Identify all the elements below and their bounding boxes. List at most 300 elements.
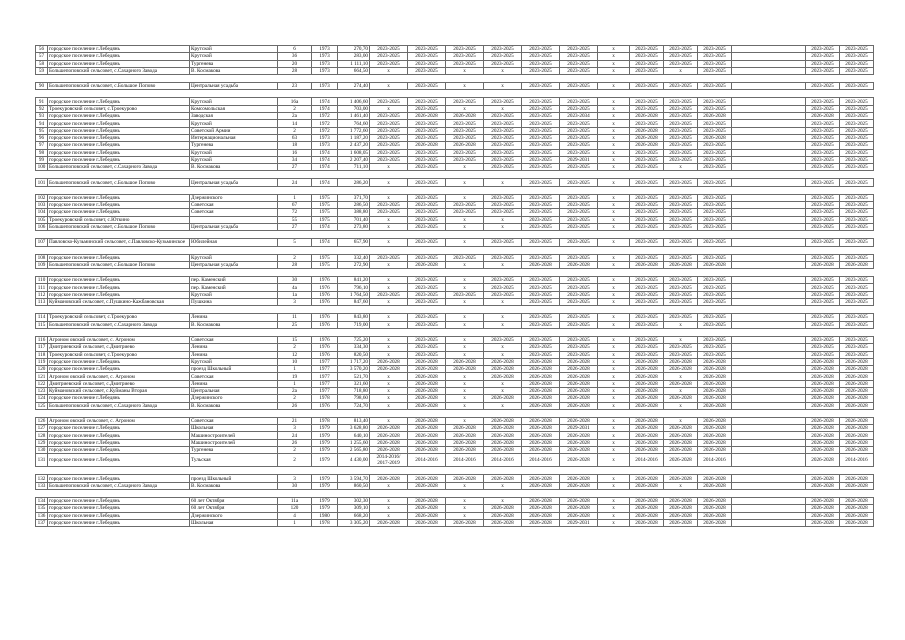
table-row (36, 53, 874, 60)
table-gap-row (36, 467, 874, 475)
cell-s14: 2026-2028 (840, 395, 874, 402)
cell-s13: 2023-2025 (806, 254, 840, 261)
cell-area: 286,20 (338, 179, 370, 186)
cell-s10: 2023-2025 (698, 194, 732, 201)
cell-area: 270,70 (338, 46, 370, 53)
cell-n: 128 (36, 432, 48, 439)
cell-settlement: городское поселение г.Лебедянь (48, 425, 190, 432)
cell-area: 272,90 (338, 261, 370, 268)
table-row (36, 505, 874, 512)
cell-s4: 2026-2028 (484, 505, 522, 512)
cell-house: 72 (278, 209, 312, 216)
table-row (36, 475, 874, 482)
cell-s3: x (446, 497, 484, 504)
cell-s3: x (446, 321, 484, 328)
cell-s1: 2026-2028 (370, 425, 408, 432)
cell-s6: 2026-2028 (560, 402, 598, 409)
cell-s1: 2023-2025 (370, 120, 408, 127)
cell-s2: 2026-2028 (408, 142, 446, 149)
cell-n: 117 (36, 344, 48, 351)
cell-s11 (732, 202, 766, 209)
cell-street: Крутской (190, 291, 278, 298)
cell-s5: 2026-2028 (522, 358, 560, 365)
cell-s12 (766, 67, 806, 74)
cell-area: 283,00 (338, 53, 370, 60)
cell-s12 (766, 120, 806, 127)
cell-street: Советская (190, 373, 278, 380)
cell-s1: 2026-2028 (370, 475, 408, 482)
cell-s5: 2023-2025 (522, 164, 560, 171)
cell-area: 764,60 (338, 120, 370, 127)
cell-n: 125 (36, 402, 48, 409)
table-row (36, 454, 874, 467)
cell-area: 274,40 (338, 83, 370, 90)
cell-s14: 2023-2025 (840, 194, 874, 201)
cell-n: 56 (36, 46, 48, 53)
cell-s3: x (446, 336, 484, 343)
cell-settlement: Дмитриевский сельсовет, с.Дмитриево (48, 380, 190, 387)
cell-s7: x (598, 60, 630, 67)
cell-s1: 2023-2025 (370, 127, 408, 134)
table-row (36, 395, 874, 402)
cell-year: 1978 (312, 519, 338, 526)
cell-street: Крутской (190, 254, 278, 261)
cell-house: 24 (278, 179, 312, 186)
cell-s8: 2026-2028 (630, 447, 664, 454)
cell-s5: 2026-2028 (522, 512, 560, 519)
table-row (36, 284, 874, 291)
cell-s7: x (598, 202, 630, 209)
cell-n: 99 (36, 156, 48, 163)
cell-s10: 2026-2028 (698, 366, 732, 373)
cell-settlement: городское поселение г.Лебедянь (48, 497, 190, 504)
cell-s14: 2023-2025 (840, 209, 874, 216)
cell-area: 3 305,20 (338, 519, 370, 526)
cell-s5: 2023-2025 (522, 336, 560, 343)
cell-s1: x (370, 83, 408, 90)
cell-s13: 2026-2028 (806, 261, 840, 268)
cell-s12 (766, 321, 806, 328)
cell-n: 127 (36, 425, 48, 432)
cell-s10: 2023-2025 (698, 179, 732, 186)
cell-house: 1 (278, 194, 312, 201)
cell-s5: 2023-2025 (522, 120, 560, 127)
cell-s2: 2026-2028 (408, 402, 446, 409)
cell-year: 1973 (312, 134, 338, 141)
cell-s7: x (598, 475, 630, 482)
cell-s4: 2023-2025 (484, 239, 522, 246)
cell-n: 92 (36, 105, 48, 112)
cell-s7: x (598, 447, 630, 454)
cell-s9: x (664, 417, 698, 424)
cell-s1: x (370, 512, 408, 519)
cell-s5: 2026-2028 (522, 482, 560, 489)
cell-street: Юбилейная (190, 239, 278, 246)
cell-year: 1979 (312, 454, 338, 467)
cell-s6: 2026-2028 (560, 395, 598, 402)
cell-s12 (766, 373, 806, 380)
cell-s12 (766, 254, 806, 261)
cell-s6: 2029-2031 (560, 425, 598, 432)
cell-s5: 2014-2016 (522, 454, 560, 467)
cell-s2: 2023-2025 (408, 83, 446, 90)
cell-s11 (732, 417, 766, 424)
cell-house: 1 (278, 366, 312, 373)
cell-s12 (766, 425, 806, 432)
cell-year: 1976 (312, 321, 338, 328)
cell-s4: 2026-2028 (484, 366, 522, 373)
cell-house: 26 (278, 402, 312, 409)
cell-s5: 2023-2025 (522, 344, 560, 351)
cell-street: Центральная усадьба (190, 179, 278, 186)
cell-s14: 2023-2025 (840, 149, 874, 156)
table-row (36, 202, 874, 209)
cell-n: 118 (36, 351, 48, 358)
cell-s9: 2023-2025 (664, 120, 698, 127)
cell-s11 (732, 512, 766, 519)
cell-s7: x (598, 351, 630, 358)
cell-house: 2 (278, 454, 312, 467)
cell-area: 309,10 (338, 505, 370, 512)
cell-s12 (766, 432, 806, 439)
cell-s14: 2026-2028 (840, 402, 874, 409)
cell-s10: 2023-2025 (698, 156, 732, 163)
table-row (36, 439, 874, 446)
cell-s6: 2023-2025 (560, 299, 598, 306)
cell-s7: x (598, 53, 630, 60)
cell-s12 (766, 336, 806, 343)
cell-settlement: Большепоповский сельсовет, с.Большое Попово (48, 83, 190, 90)
cell-s13: 2023-2025 (806, 105, 840, 112)
cell-settlement: городское поселение г.Лебедянь (48, 432, 190, 439)
table-gap-cell (36, 409, 874, 417)
cell-s9: 2023-2025 (664, 291, 698, 298)
cell-s5: 2026-2028 (522, 505, 560, 512)
cell-s13: 2023-2025 (806, 277, 840, 284)
cell-s11 (732, 299, 766, 306)
cell-n: 115 (36, 321, 48, 328)
cell-house: 120 (278, 505, 312, 512)
cell-s2: 2023-2025 (408, 46, 446, 53)
cell-street: Дзержинского (190, 194, 278, 201)
cell-street: В. Космакова (190, 321, 278, 328)
cell-s14: 2026-2028 (840, 425, 874, 432)
cell-house: 3 (278, 299, 312, 306)
cell-s7: x (598, 291, 630, 298)
cell-n: 112 (36, 291, 48, 298)
cell-s1: 2023-2025 (370, 98, 408, 105)
cell-s11 (732, 105, 766, 112)
cell-s11 (732, 149, 766, 156)
cell-n: 126 (36, 417, 48, 424)
cell-s14: 2026-2028 (840, 373, 874, 380)
cell-s12 (766, 447, 806, 454)
cell-s13: 2023-2025 (806, 344, 840, 351)
cell-s11 (732, 321, 766, 328)
cell-s14: 2026-2028 (840, 497, 874, 504)
cell-s13: 2023-2025 (806, 216, 840, 223)
cell-s2: 2023-2025 (408, 134, 446, 141)
cell-s10: 2023-2025 (698, 223, 732, 230)
cell-s4: 2026-2028 (484, 417, 522, 424)
cell-s11 (732, 475, 766, 482)
cell-s14: 2026-2028 (840, 475, 874, 482)
cell-house: 2 (278, 127, 312, 134)
cell-s7: x (598, 299, 630, 306)
table-row (36, 98, 874, 105)
cell-s10: 2026-2028 (698, 387, 732, 394)
cell-s7: x (598, 156, 630, 163)
cell-s12 (766, 261, 806, 268)
cell-n: 95 (36, 127, 48, 134)
cell-house: 2а (278, 113, 312, 120)
cell-s12 (766, 439, 806, 446)
cell-n: 106 (36, 223, 48, 230)
cell-s5: 2026-2028 (522, 417, 560, 424)
cell-s5: 2026-2028 (522, 373, 560, 380)
cell-area: 719,00 (338, 321, 370, 328)
cell-s13: 2023-2025 (806, 299, 840, 306)
cell-s14: 2023-2025 (840, 223, 874, 230)
cell-s2: 2023-2025 (408, 284, 446, 291)
cell-s12 (766, 113, 806, 120)
cell-house: 10 (278, 358, 312, 365)
cell-s14: 2023-2025 (840, 344, 874, 351)
cell-house: 3 (278, 475, 312, 482)
cell-s5: 2026-2028 (522, 261, 560, 268)
cell-s8: 2026-2028 (630, 519, 664, 526)
cell-s8: 2023-2025 (630, 277, 664, 284)
cell-s9: 2023-2025 (664, 351, 698, 358)
housing-repair-schedule-table (35, 45, 874, 527)
cell-s2: 2026-2028 (408, 447, 446, 454)
cell-s10: 2023-2025 (698, 105, 732, 112)
table-row (36, 194, 874, 201)
cell-year: 1975 (312, 261, 338, 268)
cell-s8: 2026-2028 (630, 439, 664, 446)
cell-settlement: городское поселение г.Лебедянь (48, 209, 190, 216)
cell-s9: 2026-2028 (664, 519, 698, 526)
cell-s13: 2023-2025 (806, 156, 840, 163)
cell-s5: 2023-2025 (522, 291, 560, 298)
cell-s5: 2026-2028 (522, 432, 560, 439)
cell-s11 (732, 366, 766, 373)
cell-s9: 2023-2025 (664, 299, 698, 306)
table-row (36, 120, 874, 127)
cell-s8: 2026-2028 (630, 134, 664, 141)
cell-s6: 2023-2025 (560, 98, 598, 105)
cell-s11 (732, 254, 766, 261)
cell-s1: 2026-2028 (370, 439, 408, 446)
cell-s8: 2026-2028 (630, 142, 664, 149)
cell-s1: x (370, 223, 408, 230)
cell-s5: 2026-2028 (522, 447, 560, 454)
cell-s2: 2026-2028 (408, 512, 446, 519)
cell-s2: 2023-2025 (408, 336, 446, 343)
cell-s3: 2023-2025 (446, 98, 484, 105)
cell-s10: 2014-2016 (698, 454, 732, 467)
cell-s7: x (598, 223, 630, 230)
cell-settlement: Агроном овский сельсовет, с. Агроном (48, 417, 190, 424)
cell-street: Центральная усадьба (190, 261, 278, 268)
table-row (36, 380, 874, 387)
cell-settlement: Куймановский сельсовет, с.Куйманы Вторая (48, 387, 190, 394)
cell-settlement: Павловско-Кузьминский сельсовет, с.Павловско-Кузьминское (48, 239, 190, 246)
cell-settlement: Троекуровский сельсовет, с.Троекурово (48, 105, 190, 112)
cell-s1: 2023-2025 (370, 202, 408, 209)
cell-house: 15 (278, 336, 312, 343)
cell-s12 (766, 53, 806, 60)
cell-s4: x (484, 261, 522, 268)
cell-s8: 2026-2028 (630, 497, 664, 504)
cell-s13: 2026-2028 (806, 366, 840, 373)
cell-street: проезд Школьный (190, 475, 278, 482)
cell-s8: 2023-2025 (630, 60, 664, 67)
cell-s3: 2026-2028 (446, 475, 484, 482)
cell-s11 (732, 98, 766, 105)
cell-s14: 2023-2025 (840, 254, 874, 261)
table-row (36, 149, 874, 156)
cell-s4: 2023-2025 (484, 53, 522, 60)
cell-s11 (732, 358, 766, 365)
cell-s14: 2023-2025 (840, 105, 874, 112)
cell-year: 1978 (312, 395, 338, 402)
cell-street: Советская (190, 417, 278, 424)
cell-s5: 2023-2025 (522, 60, 560, 67)
cell-s6: 2023-2025 (560, 277, 598, 284)
cell-area: 843,80 (338, 314, 370, 321)
cell-house: 26 (278, 439, 312, 446)
cell-s9: 2023-2025 (664, 60, 698, 67)
cell-year: 1973 (312, 142, 338, 149)
table-gap-cell (36, 269, 874, 277)
cell-s5: 2023-2025 (522, 314, 560, 321)
table-row (36, 254, 874, 261)
cell-s12 (766, 127, 806, 134)
cell-year: 1973 (312, 46, 338, 53)
table-row (36, 179, 874, 186)
cell-street: Крутской (190, 53, 278, 60)
cell-s11 (732, 351, 766, 358)
cell-s10: 2026-2028 (698, 519, 732, 526)
cell-s13: 2023-2025 (806, 314, 840, 321)
cell-s1: x (370, 216, 408, 223)
cell-area: 668,20 (338, 512, 370, 519)
cell-area: 273,80 (338, 223, 370, 230)
cell-s3: x (446, 67, 484, 74)
cell-s5: 2023-2025 (522, 351, 560, 358)
cell-s4: x (484, 482, 522, 489)
cell-n: 104 (36, 209, 48, 216)
cell-s9: x (664, 402, 698, 409)
cell-s2: 2023-2025 (408, 299, 446, 306)
cell-year: 1973 (312, 60, 338, 67)
cell-street: Школьная (190, 425, 278, 432)
cell-area: 388,80 (338, 209, 370, 216)
cell-s9: 2026-2028 (664, 447, 698, 454)
cell-s5: 2023-2025 (522, 209, 560, 216)
cell-s11 (732, 164, 766, 171)
cell-s13: 2023-2025 (806, 142, 840, 149)
cell-settlement: Большепоповский сельсовет, с.Сахарного Завода (48, 482, 190, 489)
cell-s14: 2023-2025 (840, 46, 874, 53)
cell-house: 3 (278, 425, 312, 432)
cell-s2: 2026-2028 (408, 439, 446, 446)
cell-s9: 2023-2025 (664, 314, 698, 321)
cell-s10: 2026-2028 (698, 425, 732, 432)
cell-s7: x (598, 425, 630, 432)
cell-s3: 2023-2025 (446, 127, 484, 134)
cell-s9: 2026-2028 (664, 380, 698, 387)
table-row (36, 417, 874, 424)
cell-s1: x (370, 402, 408, 409)
cell-s10: 2026-2028 (698, 447, 732, 454)
cell-s5: 2023-2025 (522, 254, 560, 261)
cell-s8: 2023-2025 (630, 53, 664, 60)
cell-s5: 2023-2025 (522, 223, 560, 230)
cell-street: Крутской (190, 98, 278, 105)
cell-area: 1 764,50 (338, 291, 370, 298)
table-gap-cell (36, 186, 874, 194)
cell-s6: 2026-2028 (560, 387, 598, 394)
cell-s6: 2026-2028 (560, 366, 598, 373)
table-row (36, 344, 874, 351)
cell-street: Ленина (190, 351, 278, 358)
cell-s7: x (598, 46, 630, 53)
cell-s8: 2023-2025 (630, 336, 664, 343)
cell-s12 (766, 454, 806, 467)
cell-s3: x (446, 299, 484, 306)
table-row (36, 358, 874, 365)
cell-s1: x (370, 336, 408, 343)
cell-s6: 2023-2025 (560, 216, 598, 223)
cell-s6: 2023-2025 (560, 239, 598, 246)
cell-n: 129 (36, 439, 48, 446)
cell-n: 105 (36, 216, 48, 223)
table-gap-cell (36, 246, 874, 254)
cell-s4: x (484, 83, 522, 90)
cell-year: 1976 (312, 336, 338, 343)
cell-street: Пушкина (190, 299, 278, 306)
cell-s13: 2026-2028 (806, 482, 840, 489)
cell-s6: 2026-2028 (560, 439, 598, 446)
cell-s1: x (370, 105, 408, 112)
table-row (36, 497, 874, 504)
cell-s8: 2026-2028 (630, 380, 664, 387)
cell-s8: 2023-2025 (630, 202, 664, 209)
cell-s9: x (664, 387, 698, 394)
cell-s4: 2023-2025 (484, 134, 522, 141)
cell-s14: 2026-2028 (840, 512, 874, 519)
cell-s9: 2023-2025 (664, 156, 698, 163)
cell-s13: 2026-2028 (806, 475, 840, 482)
cell-year: 1976 (312, 402, 338, 409)
cell-s1: x (370, 261, 408, 268)
cell-settlement: Большепоповский сельсовет, с.Сахарного Завода (48, 402, 190, 409)
cell-s7: x (598, 395, 630, 402)
cell-s5: 2023-2025 (522, 202, 560, 209)
cell-s9: 2023-2025 (664, 98, 698, 105)
cell-year: 1974 (312, 223, 338, 230)
cell-s4: x (484, 344, 522, 351)
cell-s7: x (598, 254, 630, 261)
cell-n: 57 (36, 53, 48, 60)
table-row (36, 209, 874, 216)
cell-n: 109 (36, 261, 48, 268)
table-gap-row (36, 231, 874, 239)
cell-s6: 2023-2025 (560, 194, 598, 201)
cell-s4: x (484, 105, 522, 112)
